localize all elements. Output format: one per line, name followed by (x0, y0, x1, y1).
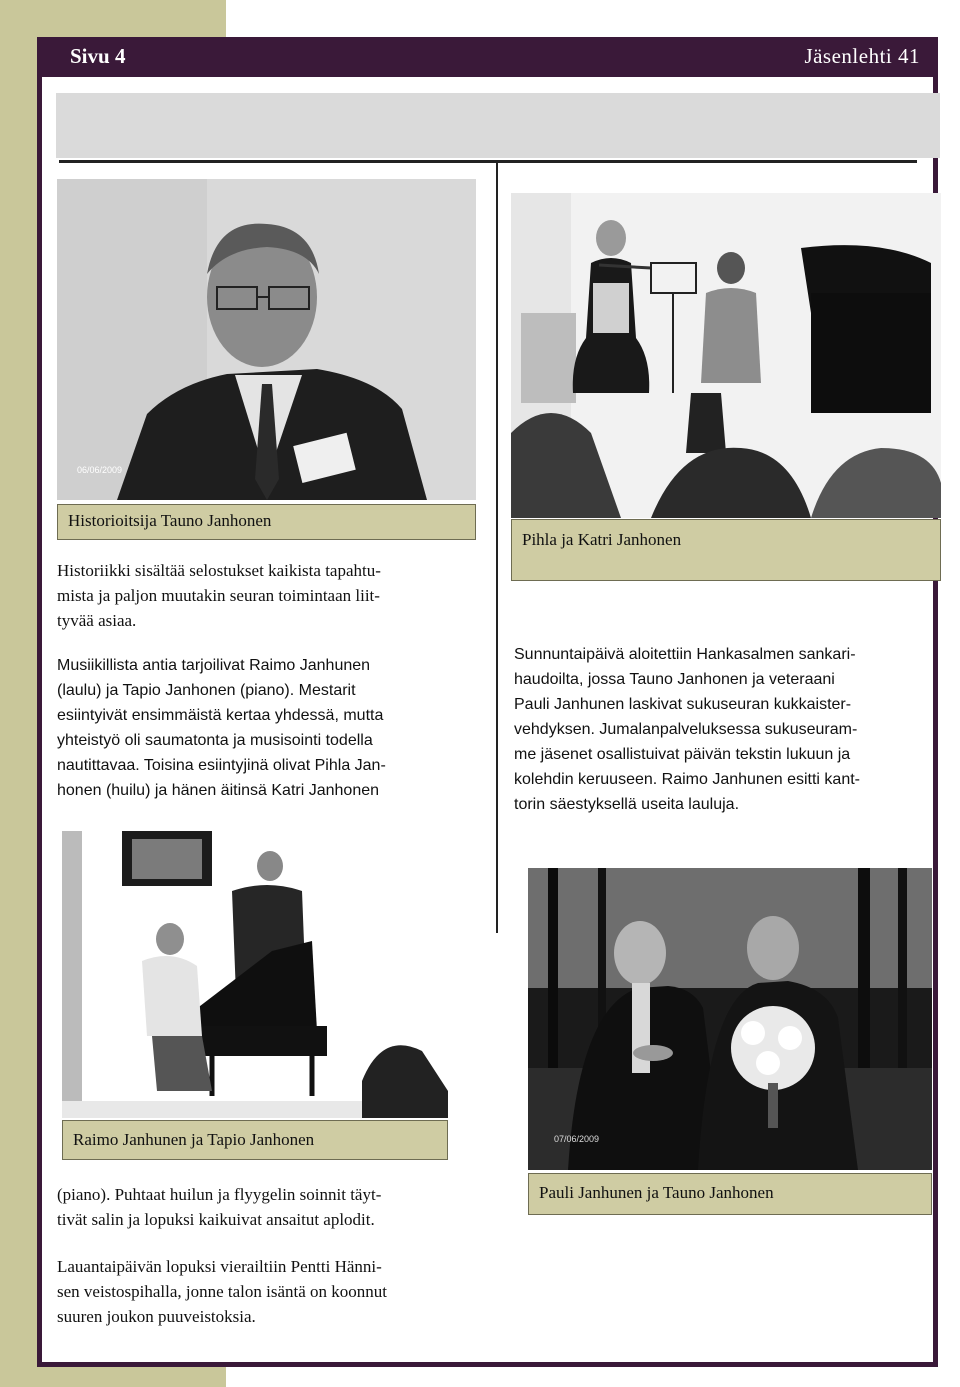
left-para-2: Musiikillista antia tarjoilivat Raimo Janhunen (laulu) ja Tapio Janhonen (piano). Mestarit esiintyivät ensimmäistä kertaa yhdessä, mutta yhteistyö oli saumatonta ja musisointi todella nautittavaa. Toisina esiintyjinä olivat Pihla Jan- honen (huilu) ja hänen äitinsä Katri Janhonen (57, 657, 386, 799)
portrait-caption: Historioitsija Tauno Janhonen (57, 504, 476, 540)
left-column-text (57, 558, 487, 803)
photo-date-stamp: 07/06/2009 (554, 1134, 600, 1144)
header-grey-bar (56, 93, 940, 158)
column-divider (496, 160, 498, 933)
singer-piano-caption: Raimo Janhunen ja Tapio Janhonen (62, 1120, 448, 1160)
bottom-para-1: (piano). Puhtaat huilun ja flyygelin soinnit täyt- tivät salin ja lopuksi kaikuivat ansaitut aplodit. (57, 1185, 382, 1229)
cemetery-photo (528, 868, 932, 1170)
cemetery-caption: Pauli Janhunen ja Tauno Janhonen (528, 1173, 932, 1215)
bottom-para-2: Lauantaipäivän lopuksi vierailtiin Pentti Hänni- sen veistospihalla, jonne talon isäntä on koonnut suuren joukon puuveistoksia. (57, 1257, 388, 1326)
issue-title: Jäsenlehti 41 (804, 44, 920, 68)
bottom-left-text (57, 1182, 497, 1329)
flute-piano-caption: Pihla ja Katri Janhonen (511, 519, 941, 581)
photo-date-stamp: 06/06/2009 (77, 465, 123, 475)
left-para-1: Historiikki sisältää selostukset kaikista tapahtu- mista ja paljon muutakin seuran toimintaan liit- tyvää asiaa. (57, 561, 381, 630)
portrait-photo (57, 179, 476, 500)
horizontal-rule (59, 160, 917, 163)
flute-piano-photo (511, 193, 941, 518)
singer-piano-photo (62, 831, 448, 1118)
page-header (37, 37, 938, 77)
page-number: Sivu 4 (70, 44, 126, 68)
right-column-text: Sunnuntaipäivä aloitettiin Hankasalmen sankari- haudoilta, jossa Tauno Janhonen ja veteraani Pauli Janhunen laskivat sukuseuran kukkaister- vehdyksen. Jumalanpalveluksessa sukuseuram- me jäsenet osallistuivat päivän tekstin lukuun ja kolehdin keruuseen. Raimo Janhunen esitti kant- torin säestyksellä useita lauluja. (514, 646, 860, 813)
